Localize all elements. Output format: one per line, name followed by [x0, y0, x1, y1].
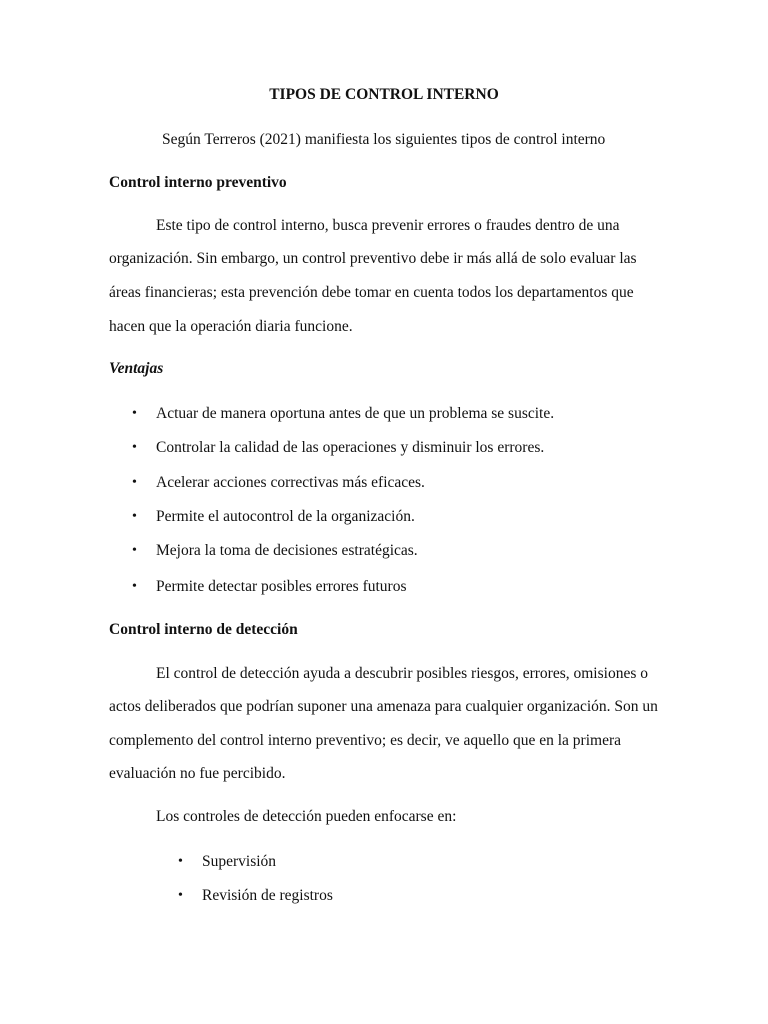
intro-text: Según Terreros (2021) manifiesta los siguientes tipos de control interno — [162, 131, 606, 148]
section-heading-preventive: Control interno preventivo — [109, 174, 287, 191]
paragraph-line: El control de detección ayuda a descubrir posibles riesgos, errores, omisiones o — [156, 665, 648, 682]
paragraph-line: complemento del control interno preventivo; es decir, ve aquello que en la primera — [109, 732, 621, 749]
subheading-advantages: Ventajas — [109, 360, 164, 377]
section-heading-detection: Control interno de detección — [109, 621, 298, 638]
bullet-icon: • — [132, 440, 137, 455]
list-item-text: Permite detectar posibles errores futuros — [156, 578, 407, 595]
bullet-icon: • — [132, 579, 137, 594]
document-title: TIPOS DE CONTROL INTERNO — [269, 86, 499, 103]
list-item-text: Mejora la toma de decisiones estratégicas. — [156, 542, 418, 559]
list-item-text: Actuar de manera oportuna antes de que un problema se suscite. — [156, 405, 555, 422]
list-item-text: Revisión de registros — [202, 887, 333, 904]
bullet-icon: • — [132, 406, 137, 421]
bullet-icon: • — [132, 475, 137, 490]
list-item-text: Controlar la calidad de las operaciones y disminuir los errores. — [156, 439, 545, 456]
paragraph-line: evaluación no fue percibido. — [109, 765, 286, 782]
bullet-icon: • — [132, 543, 137, 558]
paragraph-line: Este tipo de control interno, busca prevenir errores o fraudes dentro de una — [156, 217, 620, 234]
list-item-text: Permite el autocontrol de la organización. — [156, 508, 415, 525]
bullet-icon: • — [178, 854, 183, 869]
paragraph-line: áreas financieras; esta prevención debe tomar en cuenta todos los departamentos que — [109, 284, 634, 301]
list-item-text: Acelerar acciones correctivas más eficaces. — [156, 474, 425, 491]
bullet-icon: • — [178, 888, 183, 903]
paragraph-line: organización. Sin embargo, un control preventivo debe ir más allá de solo evaluar las — [109, 250, 637, 267]
bullet-icon: • — [132, 509, 137, 524]
paragraph-line: hacen que la operación diaria funcione. — [109, 318, 353, 335]
paragraph-line: actos deliberados que podrían suponer una amenaza para cualquier organización. Son un — [109, 698, 658, 715]
list-item-text: Supervisión — [202, 853, 277, 870]
lead-text: Los controles de detección pueden enfocarse en: — [156, 808, 457, 825]
